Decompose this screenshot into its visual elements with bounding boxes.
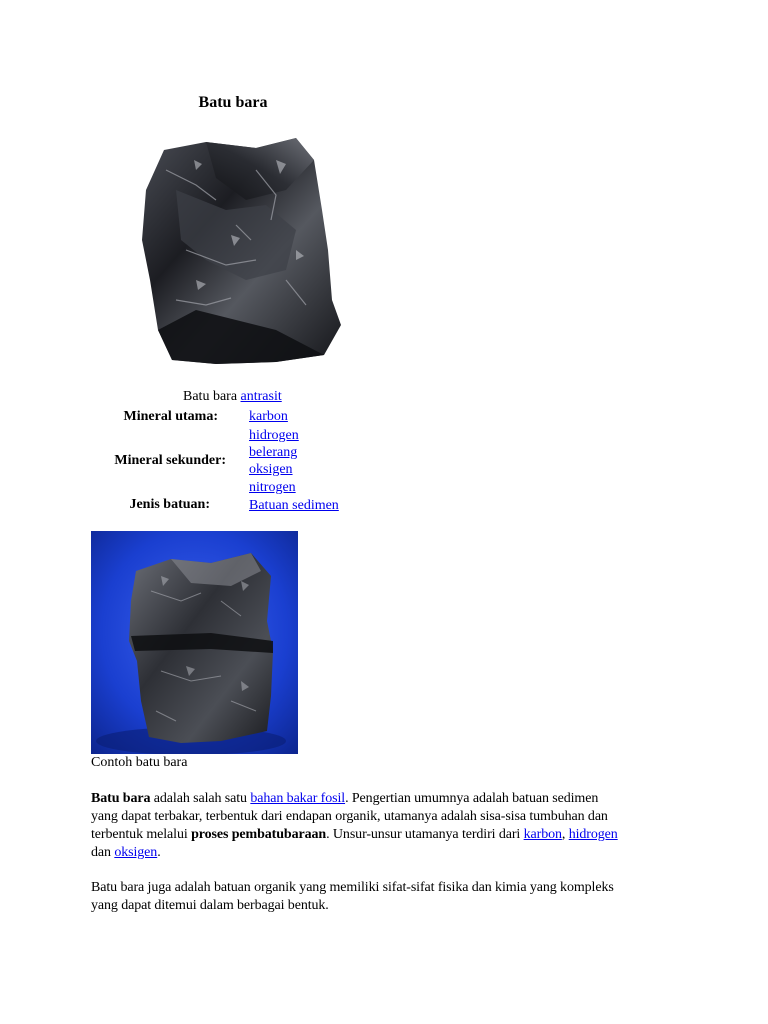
- paragraph-definition: [91, 790, 691, 862]
- paragraph-line: yang dapat ditemui dalam berbagai bentuk.: [91, 898, 329, 913]
- coal-sample-caption: Contoh batu bara: [91, 755, 188, 770]
- oksigen-link[interactable]: oksigen: [249, 462, 293, 477]
- paragraph-text: dan: [91, 845, 115, 860]
- antrasit-link[interactable]: antrasit: [240, 389, 282, 404]
- hidrogen-link[interactable]: hidrogen: [249, 428, 299, 443]
- karbon-text-link[interactable]: karbon: [523, 827, 562, 842]
- bahan-bakar-fosil-link[interactable]: bahan bakar fosil: [250, 791, 346, 806]
- belerang-link[interactable]: belerang: [249, 445, 298, 460]
- paragraph-text: . Pengertian umumnya adalah batuan sedimen: [345, 791, 599, 806]
- hidrogen-text-link[interactable]: hidrogen: [568, 827, 618, 842]
- paragraph-line: [91, 790, 691, 808]
- proses-pembatubaraan-bold: proses pembatubaraan: [191, 827, 327, 842]
- paragraph-text: adalah salah satu: [150, 791, 251, 806]
- oksigen-text-link[interactable]: oksigen: [114, 845, 158, 860]
- batuan-sedimen-link[interactable]: Batuan sedimen: [249, 498, 339, 513]
- paragraph-text: ,: [561, 827, 569, 842]
- karbon-link[interactable]: karbon: [249, 409, 288, 424]
- mineral-sekunder-label: Mineral sekunder:: [114, 453, 226, 468]
- page-title: Batu bara: [198, 94, 268, 111]
- paragraph-text: terbentuk melalui: [91, 827, 192, 842]
- mineral-utama-label: Mineral utama:: [123, 409, 218, 424]
- paragraph-line: [91, 844, 691, 862]
- paragraph-line: Batu bara juga adalah batuan organik yang memiliki sifat-sifat fisika dan kimia yang kompleks: [91, 880, 614, 895]
- batu-bara-bold: Batu bara: [91, 791, 151, 806]
- jenis-batuan-label: Jenis batuan:: [129, 497, 210, 512]
- paragraph-organic: [91, 879, 691, 915]
- paragraph-text: .: [157, 845, 161, 860]
- coal-sample-image: [91, 531, 298, 754]
- infobox-caption: [183, 388, 282, 406]
- nitrogen-link[interactable]: nitrogen: [249, 480, 296, 495]
- paragraph-line: [91, 826, 691, 844]
- paragraph-text: . Unsur-unsur utamanya terdiri dari: [326, 827, 524, 842]
- anthracite-coal-image: [136, 130, 346, 370]
- paragraph-line: yang dapat terbakar, terbentuk dari endapan organik, utamanya adalah sisa-sisa tumbuhan dan: [91, 809, 608, 824]
- infobox-caption-text: Batu bara: [183, 389, 241, 404]
